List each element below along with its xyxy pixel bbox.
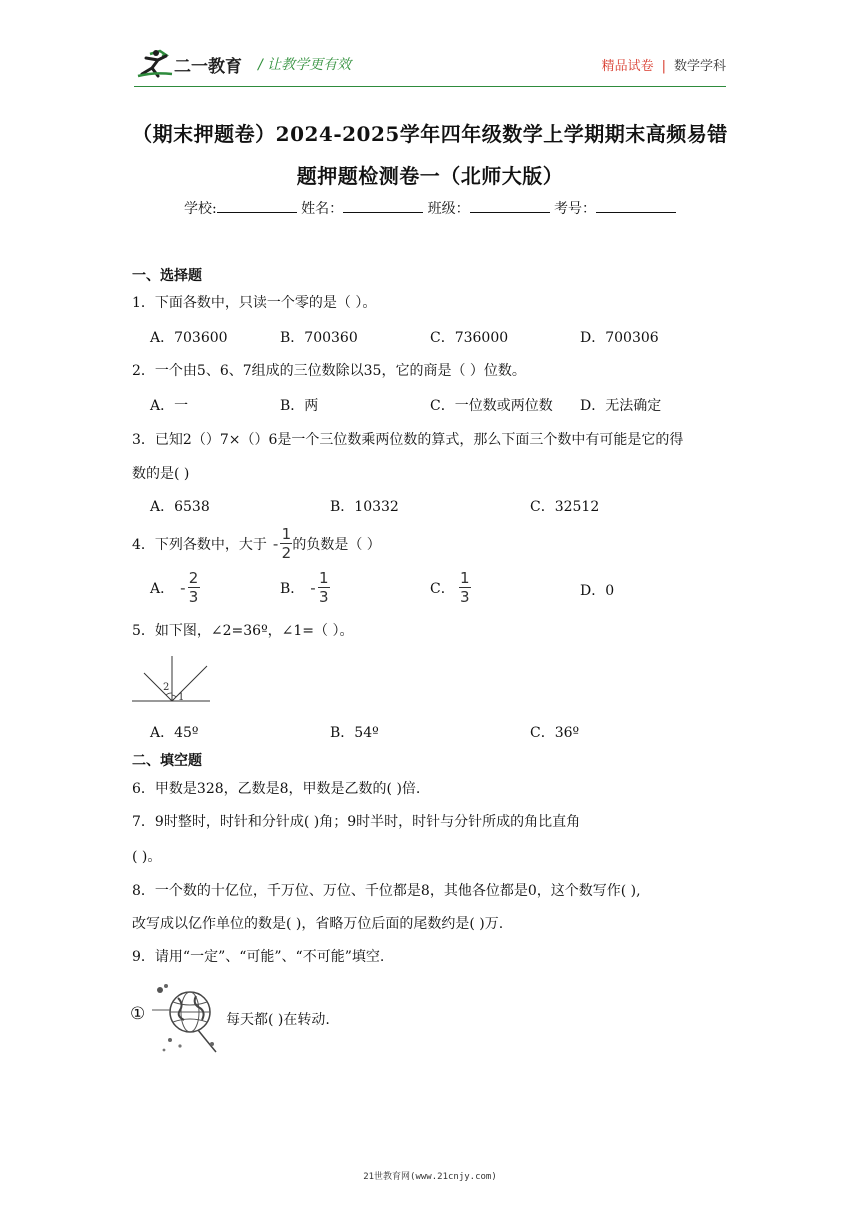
q1-option-d[interactable]: D．700306 [580,330,659,346]
header-separator: | [661,59,666,74]
question-9-item-1: 每天都( )在转动. [226,1012,330,1028]
minus-sign: - [180,578,186,597]
angle-1-arc [172,695,176,697]
section-heading-fill: 二、填空题 [132,753,202,769]
q4-option-c-label: C． [430,580,455,597]
q5-option-b[interactable]: B．54º [330,725,379,741]
runner-icon [138,50,172,76]
q4-prefix: 4．下列各数中，大于 [132,536,267,553]
header-slogan: / 让教学更有效 [258,57,352,73]
fraction-one-half [280,526,292,561]
item-marker: ① [130,1004,146,1024]
q2-option-d[interactable]: D．无法确定 [580,398,662,414]
minus-sign: - [272,534,279,553]
q2-option-a[interactable]: A．一 [150,398,189,414]
question-3-line1: 3．已知2（）7×（）6是一个三位数乘两位数的算式，那么下面三个数中有可能是它的得 [132,432,684,448]
angle-1-label: 1 [178,692,185,703]
fraction-denominator: 3 [459,588,470,606]
class-blank[interactable] [470,200,550,213]
fraction-numerator: 1 [459,569,470,587]
school-label: 学校: [183,201,217,217]
question-8-line2: 改写成以亿作单位的数是( )，省略万位后面的尾数约是( )万. [132,916,504,932]
school-blank[interactable] [217,200,297,213]
q3-option-c[interactable]: C．32512 [530,499,600,515]
page-footer: 21世教育网(www.21cnjy.com) [363,1172,497,1182]
student-info-row [0,198,860,218]
q4-option-d[interactable]: D．0 [580,583,615,599]
header-tag: 精品试卷 [601,59,654,74]
exam-title-line2: 题押题检测卷一（北师大版） [296,164,564,188]
q2-option-b[interactable]: B．两 [280,398,319,414]
minus-sign: - [310,578,316,597]
angle-2-label: 2 [163,682,170,693]
q4-option-c[interactable] [430,570,471,605]
question-8-line1: 8．一个数的十亿位，千万位、万位、千位都是8，其他各位都是0，这个数写作( ), [132,883,641,899]
q4-option-a-label: A． [150,580,175,597]
q3-option-b[interactable]: B．10332 [330,499,399,515]
exam-no-blank[interactable] [596,200,676,213]
name-blank[interactable] [343,200,423,213]
question-5: 5．如下图，∠2=36º，∠1=（ ）。 [132,623,354,639]
question-1: 1．下面各数中，只读一个零的是（ ）。 [132,295,377,311]
q5-option-a[interactable]: A．45º [150,725,199,741]
question-4 [132,526,381,561]
logo-text: 二一教育 [174,57,242,77]
earth-globe-icon [152,980,228,1056]
header-right [602,55,726,74]
fraction-one-third [318,570,330,605]
q4-option-a[interactable] [150,570,200,605]
question-7-line2: ( )。 [132,849,162,865]
fraction-one-third [459,570,471,605]
question-7-line1: 7．9时整时，时针和分针成( )角；9时半时，时针与分针所成的角比直角 [132,814,581,830]
fraction-denominator: 3 [318,588,329,606]
fraction-numerator: 2 [188,569,199,587]
exam-no-label: 考号： [554,201,597,217]
q5-option-c[interactable]: C．36º [530,725,580,741]
fraction-denominator: 3 [188,588,199,606]
q4-suffix: 的负数是（ ） [292,536,381,553]
question-3-line2: 数的是( ) [132,466,190,482]
question-9: 9．请用“一定”、“可能”、“不可能”填空. [132,949,385,965]
q1-option-c[interactable]: C．736000 [430,330,509,346]
section-heading-choice: 一、选择题 [132,268,202,284]
q4-option-b-label: B． [280,580,305,597]
fraction-two-thirds [188,570,200,605]
fraction-numerator: 1 [281,525,292,543]
name-label: 姓名： [301,201,344,217]
header-subject: 数学学科 [673,59,726,74]
brand-logo [136,48,246,80]
question-6: 6．甲数是328，乙数是8，甲数是乙数的( )倍. [132,781,421,797]
question-2: 2．一个由5、6、7组成的三位数除以35，它的商是（ ）位数。 [132,363,526,379]
class-label: 班级： [427,201,470,217]
q1-option-b[interactable]: B．700360 [280,330,358,346]
fraction-numerator: 1 [318,569,329,587]
fraction-denominator: 2 [281,544,292,562]
q3-option-a[interactable]: A．6538 [150,499,210,515]
q2-option-c[interactable]: C．一位数或两位数 [430,398,553,414]
header-divider [134,86,726,87]
exam-title-line1: （期末押题卷）2024-2025学年四年级数学上学期期末高频易错 [132,122,728,146]
angle-2-arc [166,693,172,695]
q4-option-b[interactable] [280,570,330,605]
q1-option-a[interactable]: A．703600 [150,330,228,346]
angle-figure [130,654,212,706]
